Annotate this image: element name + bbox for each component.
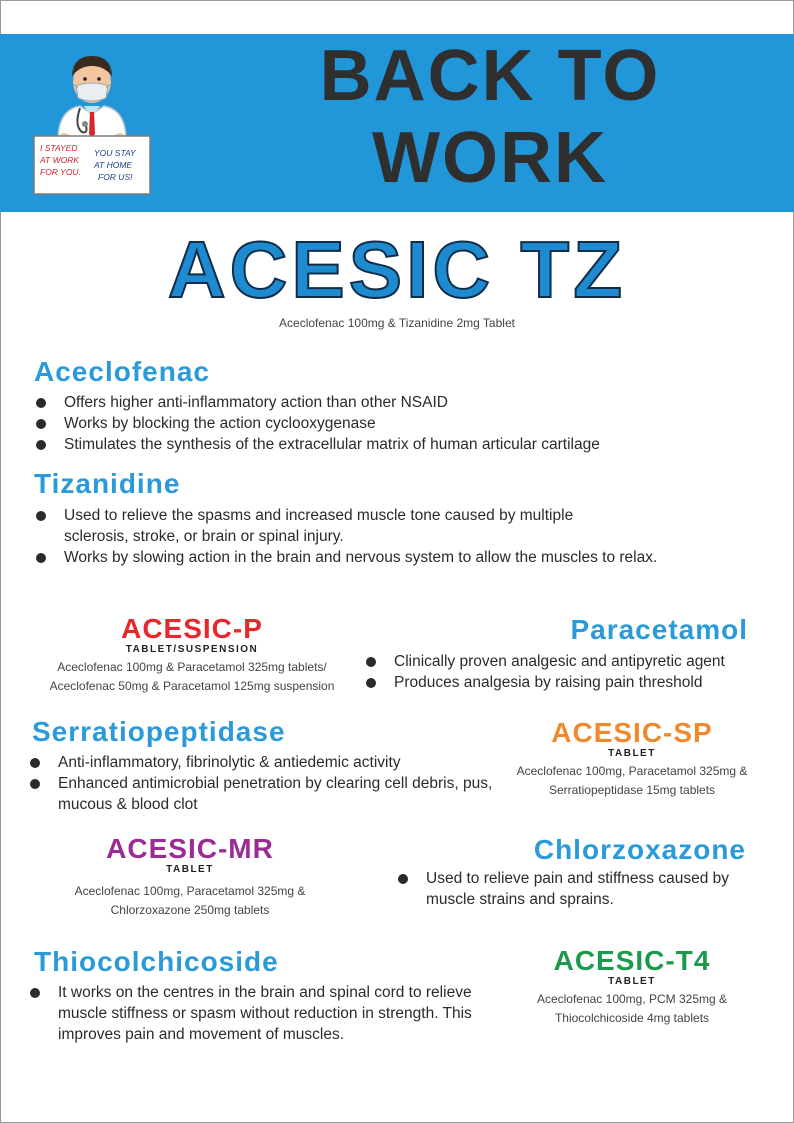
list-item: Produces analgesia by raising pain threshold <box>364 672 774 693</box>
brand-name: ACESIC TZ <box>167 225 627 314</box>
thiocolchicoside-list <box>28 982 478 1045</box>
product-desc-line2: Serratiopeptidase 15mg tablets <box>548 783 716 797</box>
product-name: ACESIC-SP <box>551 717 713 748</box>
tizanidine-heading: Tizanidine <box>34 468 181 499</box>
placard-right-line1: YOU STAY <box>94 148 136 158</box>
product-desc-line1: Aceclofenac 100mg, PCM 325mg & <box>536 992 728 1006</box>
product-acesic-p <box>20 614 364 696</box>
product-desc-line1: Aceclofenac 100mg, Paracetamol 325mg & <box>74 884 306 898</box>
chlorzoxazone-heading: Chlorzoxazone <box>533 834 746 865</box>
product-desc-line1: Aceclofenac 100mg & Paracetamol 325mg tablets/ <box>57 660 327 674</box>
aceclofenac-list <box>34 392 754 455</box>
list-item: Works by blocking the action cyclooxygenase <box>34 413 754 434</box>
hero-title-line2: WORK <box>372 118 608 198</box>
chlorzoxazone-list <box>396 868 766 910</box>
placard-left-line3: FOR YOU. <box>40 167 81 177</box>
product-desc-line2: Chlorzoxazone 250mg tablets <box>110 903 270 917</box>
product-name: ACESIC-MR <box>106 833 274 864</box>
list-item: Used to relieve pain and stiffness caused by muscle strains and sprains. <box>396 868 766 910</box>
hero-title-line1: BACK TO <box>319 36 661 116</box>
product-acesic-sp <box>494 718 770 800</box>
list-item: Used to relieve the spasms and increased muscle tone caused by multiple sclerosis, stroke, or brain or spinal injury. <box>34 505 634 547</box>
placard-right-line2: AT HOME <box>94 160 133 170</box>
serratiopeptidase-heading: Serratiopeptidase <box>32 716 286 747</box>
aceclofenac-heading: Aceclofenac <box>34 356 210 387</box>
product-desc-line2: Thiocolchicoside 4mg tablets <box>554 1011 710 1025</box>
placard-left-line1: I STAYED <box>40 143 78 153</box>
placard-left-line2: AT WORK <box>40 155 80 165</box>
list-item: Works by slowing action in the brain and nervous system to allow the muscles to relax. <box>34 547 744 568</box>
list-item: Stimulates the synthesis of the extracellular matrix of human articular cartilage <box>34 434 754 455</box>
product-name: ACESIC-P <box>121 613 263 644</box>
list-item: Offers higher anti-inflammatory action than other NSAID <box>34 392 754 413</box>
product-desc-line1: Aceclofenac 100mg, Paracetamol 325mg & <box>516 764 748 778</box>
product-form: TABLET <box>166 864 214 875</box>
thiocolchicoside-heading: Thiocolchicoside <box>34 946 279 977</box>
brand-composition: Aceclofenac 100mg & Tizanidine 2mg Tablet <box>279 316 515 330</box>
tizanidine-list <box>34 505 658 568</box>
list-item: Anti-inflammatory, fibrinolytic & antiedemic activity <box>28 752 498 773</box>
paracetamol-list <box>364 651 774 693</box>
product-form: TABLET/SUSPENSION <box>125 644 259 655</box>
product-form: TABLET <box>608 748 656 759</box>
paracetamol-heading: Paracetamol <box>570 614 748 645</box>
serratiopeptidase-list <box>28 752 498 815</box>
list-item: Clinically proven analgesic and antipyretic agent <box>364 651 774 672</box>
doctor-illustration <box>28 48 156 196</box>
placard-right-line3: FOR US! <box>98 172 133 182</box>
product-acesic-mr <box>52 834 328 920</box>
product-acesic-t4 <box>494 946 770 1028</box>
product-form: TABLET <box>608 976 656 987</box>
product-desc-line2: Aceclofenac 50mg & Paracetamol 125mg suspension <box>49 679 335 693</box>
product-name: ACESIC-T4 <box>553 945 711 976</box>
list-item: It works on the centres in the brain and spinal cord to relieve muscle stiffness or spasm without reduction in strength. This improves pain and movement of muscles. <box>28 982 478 1045</box>
list-item: Enhanced antimicrobial penetration by clearing cell debris, pus, mucous & blood clot <box>28 773 498 815</box>
